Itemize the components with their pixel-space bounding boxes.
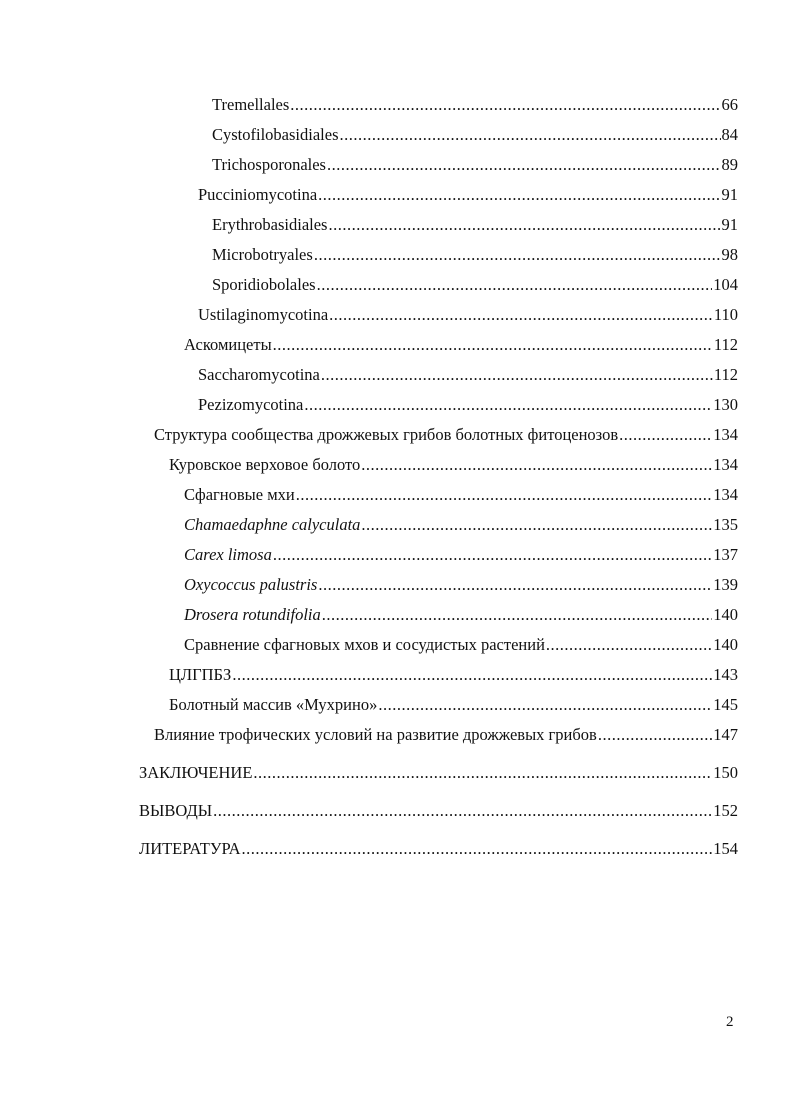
dot-leader bbox=[328, 214, 720, 236]
dot-leader bbox=[273, 544, 712, 566]
toc-entry-page: 137 bbox=[713, 545, 738, 564]
toc-entry-title: Erythrobasidiales bbox=[212, 215, 328, 234]
toc-entry-title: Ustilaginomycotina bbox=[198, 305, 329, 324]
dot-leader bbox=[318, 574, 712, 596]
toc-entry-title: Saccharomycotina bbox=[198, 365, 320, 384]
toc-entry-page: 140 bbox=[713, 605, 738, 624]
page-number: 2 bbox=[726, 1014, 734, 1030]
toc-entry-saccharomycotina bbox=[198, 364, 738, 386]
toc-entry-title: Влияние трофических условий на развитие дрожжевых грибов bbox=[154, 725, 597, 744]
toc-entry-page: 150 bbox=[713, 763, 738, 782]
toc-entry-title: Болотный массив «Мухрино» bbox=[169, 695, 378, 714]
dot-leader bbox=[253, 762, 712, 784]
toc-entry-kurovskoe-bog bbox=[169, 454, 738, 476]
toc-entry-title: ЛИТЕРАТУРА bbox=[139, 839, 241, 858]
toc-entry-page: 91 bbox=[721, 215, 738, 234]
dot-leader bbox=[317, 274, 713, 296]
dot-leader bbox=[546, 634, 712, 656]
dot-leader bbox=[361, 454, 712, 476]
toc-entry-microbotryales bbox=[212, 244, 738, 266]
dot-leader bbox=[232, 664, 712, 686]
dot-leader bbox=[340, 124, 721, 146]
dot-leader bbox=[242, 838, 713, 860]
toc-entry-page: 152 bbox=[713, 801, 738, 820]
toc-entry-title: Структура сообщества дрожжевых грибов болотных фитоценозов bbox=[154, 425, 619, 444]
toc-entry-page: 98 bbox=[721, 245, 738, 264]
toc-entry-title: Pucciniomycotina bbox=[198, 185, 318, 204]
toc-entry-page: 66 bbox=[721, 95, 738, 114]
toc-entry-drosera bbox=[184, 604, 738, 626]
toc-entry-tremellales bbox=[212, 94, 738, 116]
toc-entry-sphagnum-mosses bbox=[184, 484, 738, 506]
dot-leader bbox=[296, 484, 713, 506]
toc-entry-title: Tremellales bbox=[212, 95, 290, 114]
toc-entry-page: 89 bbox=[721, 155, 738, 174]
toc-entry-carex bbox=[184, 544, 738, 566]
toc-entry-page: 139 bbox=[713, 575, 738, 594]
toc-entry-ascomycetes bbox=[184, 334, 738, 356]
toc-entry-ustilaginomycotina bbox=[198, 304, 738, 326]
toc-entry-pucciniomycotina bbox=[198, 184, 738, 206]
dot-leader bbox=[321, 364, 713, 386]
toc-entry-chamaedaphne bbox=[184, 514, 738, 536]
dot-leader bbox=[290, 94, 720, 116]
toc-entry-title: Cystofilobasidiales bbox=[212, 125, 339, 144]
toc-entry-title: Куровское верховое болото bbox=[169, 455, 361, 474]
toc-entry-page: 130 bbox=[713, 395, 738, 414]
toc-entry-page: 84 bbox=[721, 125, 738, 144]
dot-leader bbox=[598, 724, 712, 746]
toc-entry-trichosporonales bbox=[212, 154, 738, 176]
toc-entry-sporidiobolales bbox=[212, 274, 738, 296]
toc-entry-title: Chamaedaphne calyculata bbox=[184, 515, 361, 534]
dot-leader bbox=[318, 184, 720, 206]
toc-entry-trophic-conditions bbox=[154, 724, 738, 746]
toc-entry-oxycoccus bbox=[184, 574, 738, 596]
toc-entry-title: Drosera rotundifolia bbox=[184, 605, 321, 624]
toc-entry-title: Sporidiobolales bbox=[212, 275, 316, 294]
toc-entry-literature bbox=[139, 838, 738, 860]
toc-entry-page: 145 bbox=[713, 695, 738, 714]
dot-leader bbox=[327, 154, 721, 176]
dot-leader bbox=[314, 244, 721, 266]
toc-entry-community-structure bbox=[154, 424, 738, 446]
toc-entry-page: 135 bbox=[713, 515, 738, 534]
toc-entry-title: ВЫВОДЫ bbox=[139, 801, 213, 820]
toc-entry-page: 143 bbox=[713, 665, 738, 684]
dot-leader bbox=[304, 394, 712, 416]
toc-entry-page: 104 bbox=[713, 275, 738, 294]
toc-entry-tslgpbz bbox=[169, 664, 738, 686]
toc-entry-comparison bbox=[184, 634, 738, 656]
toc-entry-page: 91 bbox=[721, 185, 738, 204]
toc-entry-page: 134 bbox=[713, 485, 738, 504]
toc-entry-title: ЗАКЛЮЧЕНИЕ bbox=[139, 763, 253, 782]
toc-entry-page: 140 bbox=[713, 635, 738, 654]
toc-entry-title: Microbotryales bbox=[212, 245, 313, 264]
toc-entry-title: Аскомицеты bbox=[184, 335, 272, 354]
toc-entry-findings bbox=[139, 800, 738, 822]
toc-entry-cystofilobasidiales bbox=[212, 124, 738, 146]
dot-leader bbox=[329, 304, 713, 326]
toc-entry-erythrobasidiales bbox=[212, 214, 738, 236]
toc-entry-page: 134 bbox=[713, 455, 738, 474]
dot-leader bbox=[378, 694, 712, 716]
toc-entry-title: Trichosporonales bbox=[212, 155, 326, 174]
toc-entry-title: Сфагновые мхи bbox=[184, 485, 295, 504]
toc-entry-title: Carex limosa bbox=[184, 545, 272, 564]
dot-leader bbox=[213, 800, 712, 822]
dot-leader bbox=[619, 424, 712, 446]
toc-entry-page: 112 bbox=[713, 365, 738, 384]
toc-entry-title: Сравнение сфагновых мхов и сосудистых растений bbox=[184, 635, 545, 654]
toc-entry-page: 147 bbox=[713, 725, 738, 744]
toc-entry-mukhrino bbox=[169, 694, 738, 716]
toc-entry-page: 110 bbox=[713, 305, 738, 324]
toc-entry-title: Pezizomycotina bbox=[198, 395, 304, 414]
toc-entry-page: 112 bbox=[713, 335, 738, 354]
toc-entry-page: 154 bbox=[713, 839, 738, 858]
toc-entry-conclusion bbox=[139, 762, 738, 784]
toc-entry-title: ЦЛГПБЗ bbox=[169, 665, 232, 684]
toc-entry-pezizomycotina bbox=[198, 394, 738, 416]
dot-leader bbox=[273, 334, 713, 356]
toc-entry-page: 134 bbox=[713, 425, 738, 444]
dot-leader bbox=[322, 604, 713, 626]
toc-entry-title: Oxycoccus palustris bbox=[184, 575, 318, 594]
dot-leader bbox=[361, 514, 712, 536]
